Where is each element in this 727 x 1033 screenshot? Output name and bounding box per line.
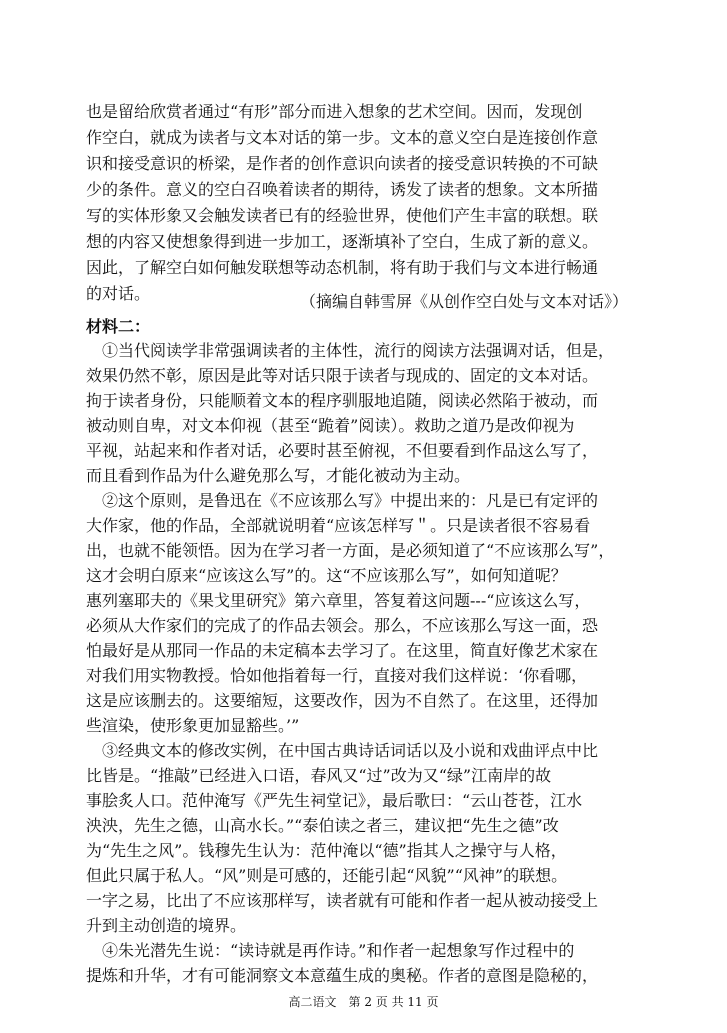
material2-line: 比皆是。“推敲”已经进入口语，春风又“过”改为又“绿”江南岸的故 (86, 766, 552, 785)
material1-source: （摘编自韩雪屏《从创作空白处与文本对话》） (300, 292, 629, 311)
material2-line: 而且看到作品为什么避免那么写，才能化被动为主动。 (86, 466, 471, 485)
material2-line: 必须从大作家们的完成了的作品去领会。那么，不应该那么写这一面，恐 (86, 616, 599, 635)
material1-line: 作空白，就成为读者与文本对话的第一步。文本的意义空白是连接创作意 (86, 128, 599, 147)
material2-line: 对我们用实物教授。恰如他指着每一行，直接对我们这样说：‘你看哪， (86, 666, 588, 685)
material1-line: 写的实体形象又会触发读者已有的经验世界，使他们产生丰富的联想。联 (86, 206, 599, 225)
material2-line: 些渲染，使形象更加显豁些。’” (86, 716, 300, 735)
material1-line: 因此，了解空白如何触发联想等动态机制，将有助于我们与文本进行畅通 (86, 258, 599, 277)
material2-line: 但此只属于私人。“风”则是可感的，还能引起“风貌”“风神”的联想。 (86, 866, 568, 885)
material2-line: 一字之易，比出了不应该那样写，读者就有可能和作者一起从被动接受上 (86, 891, 599, 910)
material2-line: 平视，站起来和作者对话，必要时甚至俯视，不但要看到作品这么写了， (86, 441, 599, 460)
material1-line: 的对话。 (86, 284, 151, 303)
material2-line: 被动则自卑，对文本仰视（甚至“跪着”阅读）。救助之道乃是改仰视为 (86, 416, 575, 435)
material2-line: 怕最好是从那同一作品的未定稿本去学习了。在这里，简直好像艺术家在 (86, 641, 599, 660)
material1-line: 少的条件。意义的空白召唤着读者的期待，诱发了读者的想象。文本所描 (86, 180, 599, 199)
material2-line: 升到主动创造的境界。 (86, 916, 247, 935)
material1-line: 识和接受意识的桥梁，是作者的创作意识向读者的接受意识转换的不可缺 (86, 154, 599, 173)
material2-line: ③经典文本的修改实例，在中国古典诗话词话以及小说和戏曲评点中比 (86, 741, 599, 760)
material2-line: 惠列塞耶夫的《果戈里研究》第六章里，答复着这问题---“应该这么写， (86, 591, 591, 610)
material2-heading: 材料二： (86, 317, 151, 336)
material2-line: 大作家，他的作品，全部就说明着“应该怎样写＂。只是读者很不容易看 (86, 516, 591, 535)
material2-line: 提炼和升华，才有可能洞察文本意蕴生成的奥秘。作者的意图是隐秘的， (86, 966, 599, 985)
material2-line: 这才会明白原来“应该这么写”的。这“不应该那么写”，如何知道呢？ (86, 566, 567, 585)
material1-line: 想的内容又使想象得到进一步加工，逐渐填补了空白，生成了新的意义。 (86, 232, 599, 251)
page-footer: 高二语文 第 2 页 共 11 页 (288, 995, 439, 1009)
material2-line: 事脍炙人口。范仲淹写《严先生祠堂记》，最后歌曰：“云山苍苍，江水 (86, 791, 583, 810)
material2-line: ④朱光潜先生说：“读诗就是再作诗。”和作者一起想象写作过程中的 (86, 941, 575, 960)
material2-line: ②这个原则，是鲁迅在《不应该那么写》中提出来的：凡是已有定评的 (86, 491, 599, 510)
material2-line: 拘于读者身份，只能顺着文本的程序驯服地追随，阅读必然陷于被动，而 (86, 391, 599, 410)
material1-line: 也是留给欣赏者通过“有形”部分而进入想象的艺术空间。因而，发现创 (86, 102, 583, 121)
material2-line: 效果仍然不彰，原因是此等对话只限于读者与现成的、固定的文本对话。 (86, 366, 599, 385)
material2-line: 泱泱，先生之德，山高水长。”“泰伯读之者三，建议把“先生之德”改 (86, 816, 559, 835)
material2-line: 出，也就不能领悟。因为在学习者一方面，是必须知道了“不应该那么写”， (86, 541, 615, 560)
material2-line: 为“先生之风”。钱穆先生认为：范仲淹以“德”指其人之操守与人格， (86, 841, 567, 860)
material2-line: ①当代阅读学非常强调读者的主体性，流行的阅读方法强调对话，但是， (86, 341, 615, 360)
material2-line: 这是应该删去的。这要缩短，这要改作，因为不自然了。在这里，还得加 (86, 691, 599, 710)
